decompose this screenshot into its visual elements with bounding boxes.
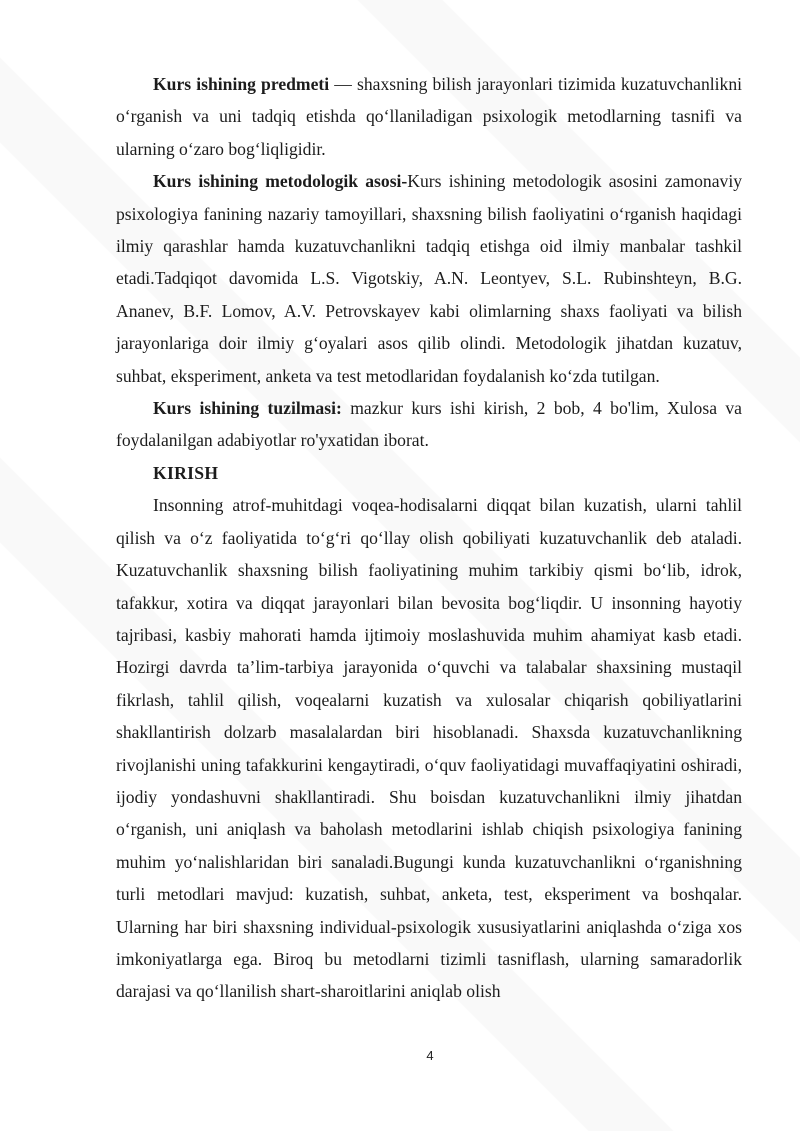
methodology-text: Kurs ishining metodologik asosini zamonaviy psixologiya fanining nazariy tamoyillari, shaxsning bilish faoliyatini o‘rganish haqidagi ilmiy qarashlar hamda kuzatuvchanlikni tadqiq etishga oid ilmiy manbalar tashkil etadi.Tadqiqot davomida L.S. Vigotskiy, A.N. Leontyev, S.L. Rubinshteyn, B.G. Ananev, B.F. Lomov, A.V. Petrovskayev kabi olimlarning shaxs faoliyati va bilish jarayonlariga doir ilmiy g‘oyalari asos qilib olindi. Metodologik jihatdan kuzatuv, suhbat, eksperiment, anketa va test metodlaridan foydalanish ko‘zda tutilgan. — [116, 171, 743, 386]
structure-label: Kurs ishining tuzilmasi: — [153, 398, 342, 419]
subject-text: — shaxsning bilish jarayonlari tizimida kuzatuvchanlikni o‘rganish va uni tadqiq etishda qo‘llaniladigan psixologik metodlarning tasnifi va ularning o‘zaro bog‘liqligidir. — [116, 74, 743, 159]
methodology-label: Kurs ishining metodologik asosi- — [153, 171, 408, 192]
structure-text: mazkur kurs ishi kirish, 2 bob, 4 bo'lim, Xulosa va foydalanilgan adabiyotlar ro'yxatidan iborat. — [116, 398, 742, 451]
subject-label: Kurs ishining predmeti — [153, 74, 330, 94]
page-number: 4 — [426, 1048, 434, 1063]
section-heading: KIRISH — [153, 462, 219, 483]
intro-paragraph: Insonning atrof-muhitdagi voqea-hodisalarni diqqat bilan kuzatish, ularni tahlil qilish va o‘z faoliyatida to‘g‘ri qo‘llay olish qobiliyati kuzatuvchanlik deb ataladi. Kuzatuvchanlik shaxsning bilish faoliyatining muhim tarkibiy qismi bo‘lib, idrok, tafakkur, xotira va diqqat jarayonlari bilan bevosita bog‘liqdir. U insonning hayotiy tajribasi, kasbiy mahorati hamda ijtimoiy moslashuvida muhim ahamiyat kasb etadi. Hozirgi davrda ta’lim-tarbiya jarayonida o‘quvchi va talabalar shaxsining mustaqil fikrlash, tahlil qilish, voqealarni kuzatish va xulosalar chiqarish qobiliyatlarini shakllantirish dolzarb masalalardan biri hisoblanadi. Shaxsda kuzatuvchanlikning rivojlanishi uning tafakkurini kengaytiradi, o‘quv faoliyatidagi muvaffaqiyatini oshiradi, ijodiy yondashuvni shakllantiradi. Shu boisdan kuzatuvchanlikni ilmiy jihatdan o‘rganish, uni aniqlash va baholash metodlarini ishlab chiqish psixologiya fanining muhim yo‘nalishlaridan biri sanaladi.Bugungi kunda kuzatuvchanlikni o‘rganishning turli metodlari mavjud: kuzatish, suhbat, anketa, test, eksperiment va boshqalar. Ularning har biri shaxsning individual-psixologik xususiyatlarini aniqlashda o‘ziga xos imkoniyatlarga ega. Biroq bu metodlarni tizimli tasniflash, ularning samaradorlik darajasi va qo‘llanilish shart-sharoitlarini aniqlab olish — [116, 495, 742, 1002]
page-content — [116, 68, 742, 1008]
subject-paragraph — [116, 68, 742, 165]
structure-paragraph — [116, 392, 742, 457]
methodology-paragraph — [116, 165, 742, 392]
